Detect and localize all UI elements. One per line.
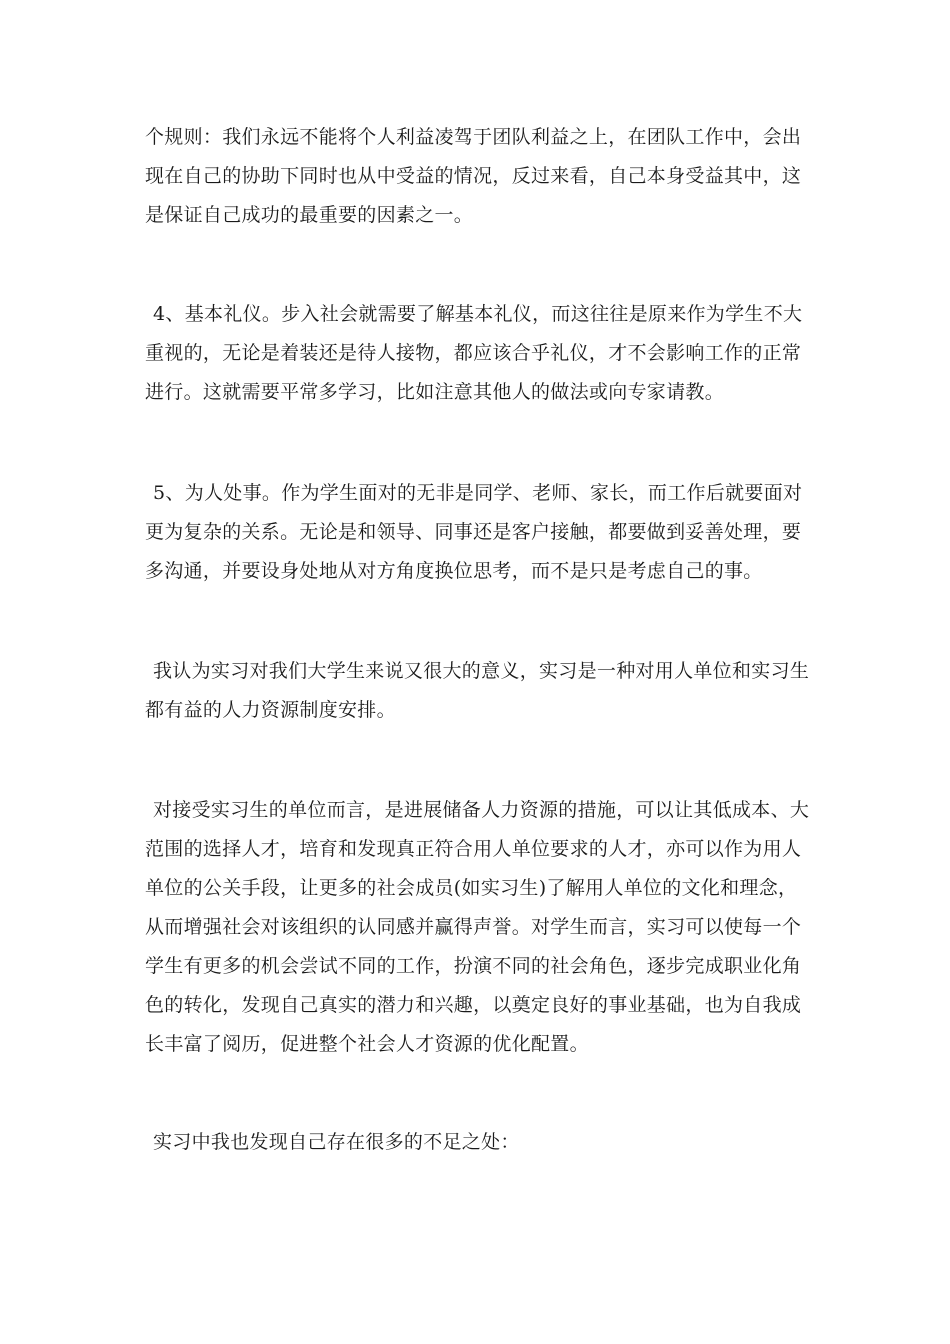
text-line: 4、基本礼仪。步入社会就需要了解基本礼仪，而这往往是原来作为学生不大 — [153, 303, 803, 325]
text-line: 从而增强社会对该组织的认同感并赢得声誉。对学生而言，实习可以使每一个 — [145, 916, 802, 938]
text-line: 我认为实习对我们大学生来说又很大的意义，实习是一种对用人单位和实习生 — [153, 660, 810, 682]
text-line: 5、为人处事。作为学生面对的无非是同学、老师、家长，而工作后就要面对 — [153, 482, 803, 504]
text-line: 多沟通，并要设身处地从对方角度换位思考，而不是只是考虑自己的事。 — [145, 560, 763, 582]
text-line: 实习中我也发现自己存在很多的不足之处： — [153, 1131, 520, 1153]
text-line: 都有益的人力资源制度安排。 — [145, 699, 396, 721]
text-line: 对接受实习生的单位而言，是进展储备人力资源的措施，可以让其低成本、大 — [153, 799, 810, 821]
text-line: 个规则：我们永远不能将个人利益凌驾于团队利益之上，在团队工作中，会出 — [145, 126, 802, 148]
text-line: 色的转化，发现自己真实的潜力和兴趣，以奠定良好的事业基础，也为自我成 — [145, 994, 802, 1016]
paragraph-team-rule — [145, 118, 810, 235]
text-line: 单位的公关手段，让更多的社会成员(如实习生)了解用人单位的文化和理念， — [145, 877, 798, 899]
paragraph-interpersonal — [145, 474, 810, 591]
text-line: 是保证自己成功的最重要的因素之一。 — [145, 204, 474, 226]
text-line: 重视的，无论是着装还是待人接物，都应该合乎礼仪，才不会影响工作的正常 — [145, 342, 802, 364]
paragraph-internship-meaning — [145, 652, 810, 730]
paragraph-employer-benefits — [145, 791, 810, 1064]
text-line: 学生有更多的机会尝试不同的工作，扮演不同的社会角色，逐步完成职业化角 — [145, 955, 802, 977]
text-line: 进行。这就需要平常多学习，比如注意其他人的做法或向专家请教。 — [145, 381, 725, 403]
text-line: 更为复杂的关系。无论是和领导、同事还是客户接触，都要做到妥善处理，要 — [145, 521, 802, 543]
text-line: 现在自己的协助下同时也从中受益的情况，反过来看，自己本身受益其中，这 — [145, 165, 802, 187]
paragraph-basic-etiquette — [145, 295, 810, 412]
text-line: 范围的选择人才，培育和发现真正符合用人单位要求的人才，亦可以作为用人 — [145, 838, 802, 860]
text-line: 长丰富了阅历，促进整个社会人才资源的优化配置。 — [145, 1033, 589, 1055]
paragraph-shortcomings — [145, 1123, 810, 1162]
